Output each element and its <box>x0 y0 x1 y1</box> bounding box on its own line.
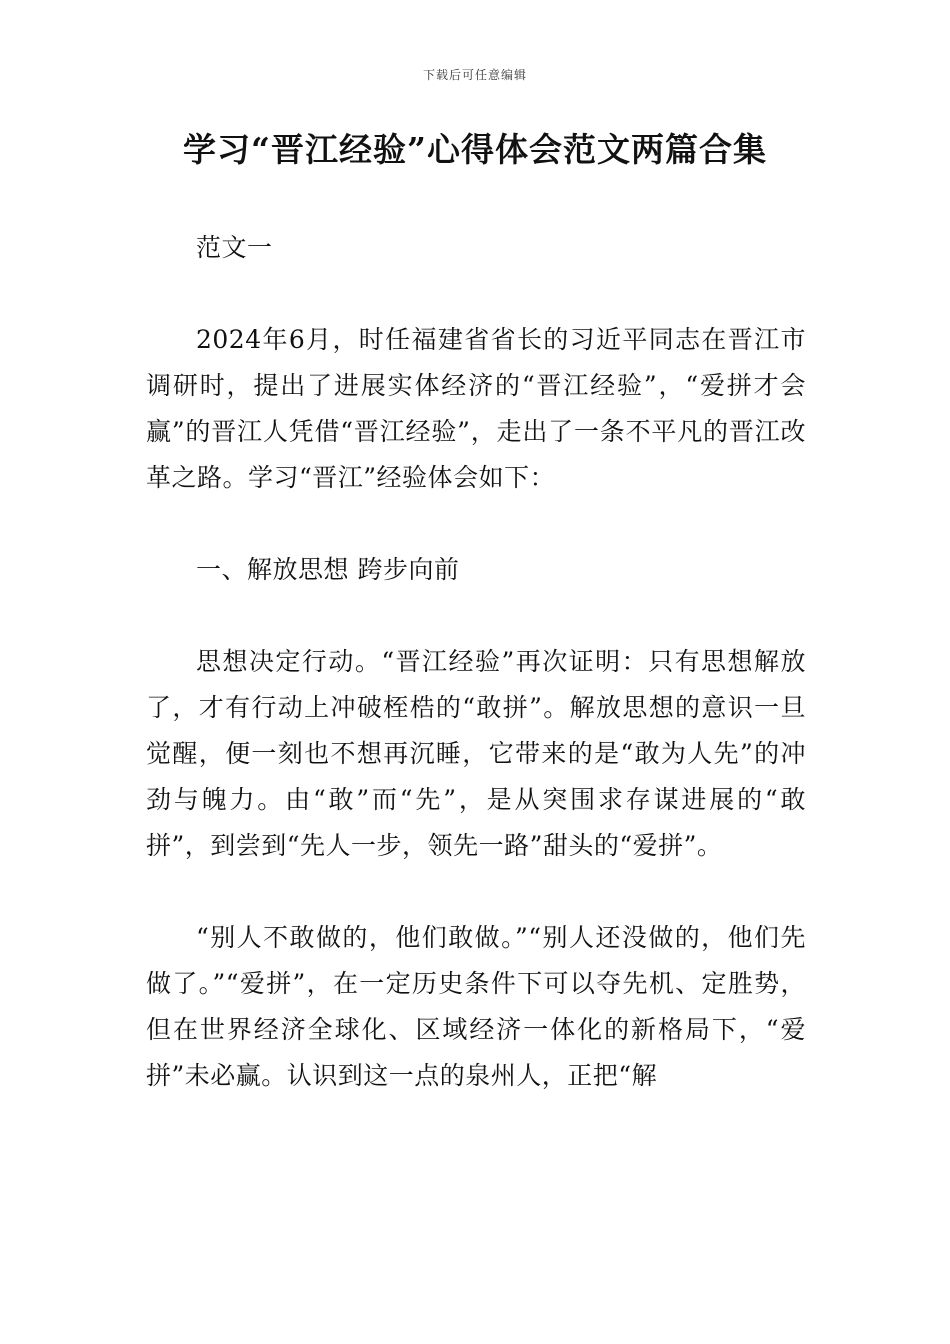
paragraph-thought: 思想决定行动。“晋江经验”再次证明：只有思想解放了，才有行动上冲破桎梏的“敢拼”。解放思想的意识一旦觉醒，便一刻也不想再沉睡，它带来的是“敢为人先”的冲劲与魄力。由“敢”而“先”，是从突围求存谋进展的“敢拼”，到尝到“先人一步，领先一路”甜头的“爱拼”。 <box>146 647 806 860</box>
paragraph-quote: “别人不敢做的，他们敢做。”“别人还没做的，他们先做了。”“爱拼”，在一定历史条件下可以夺先机、定胜势，但在世界经济全球化、区域经济一体化的新格局下，“爱拼”未必赢。认识到这一点的泉州人，正把“解 <box>146 923 806 1090</box>
section-heading: 一、解放思想 跨步向前 <box>196 555 460 584</box>
document-title: 学习“晋江经验”心得体会范文两篇合集 <box>183 130 767 169</box>
paragraph-intro: 2024年6月，时任福建省省长的习近平同志在晋江市调研时，提出了进展实体经济的“晋江经验”，“爱拼才会赢”的晋江人凭借“晋江经验”，走出了一条不平凡的晋江改革之路。学习“晋江”经验体会如下： <box>146 325 806 492</box>
header-note: 下载后可任意编辑 <box>422 68 527 82</box>
section-label: 范文一 <box>196 233 273 262</box>
document-body <box>146 225 806 1145</box>
